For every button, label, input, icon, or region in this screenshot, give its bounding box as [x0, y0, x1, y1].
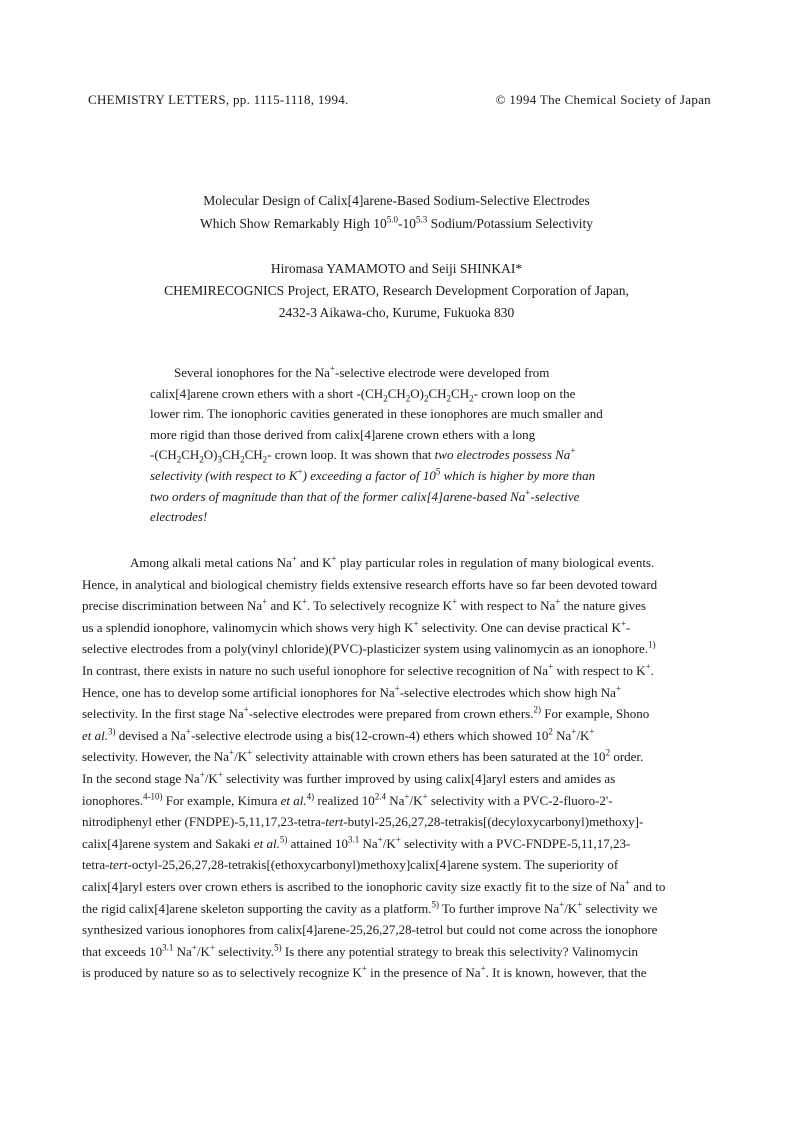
body-line: ionophores.$^{4-10)}$ For example, Kimura et al.$^{4)}$ realized $10^{2.4}$ Na+/K+ selectivity with a PVC-2-fluoro-2'- — [82, 791, 613, 808]
body-line: selectivity. However, the Na+/K+ selectivity attainable with crown ethers has been saturated at the $10^2$ order. — [82, 748, 644, 765]
title-line-1: Molecular Design of Calix[4]arene-Based Sodium-Selective Electrodes — [203, 193, 590, 208]
abstract-line: two orders of magnitude than that of the former calix[4]arene-based Na+-selective — [150, 487, 580, 504]
abstract-line: lower rim. The ionophoric cavities generated in these ionophores are much smaller and — [150, 406, 603, 422]
body-line: Hence, in analytical and biological chemistry fields extensive research efforts have so far been devoted toward — [82, 576, 658, 592]
body-line: selective electrodes from a poly(vinyl chloride)(PVC)-plasticizer system using valinomycin as an ionophore.$^{1)}$ — [82, 640, 656, 657]
abstract-line: more rigid than those derived from calix[4]arene crown ethers with a long — [150, 426, 536, 442]
abstract-line: $-(CH_2CH_2O)_3CH_2CH_2-$ crown loop. It was shown that two electrodes possess Na+ — [150, 446, 576, 465]
abstract — [150, 363, 630, 528]
journal-citation: CHEMISTRY LETTERS, pp. 1115-1118, 1994. — [88, 92, 349, 107]
body-line: synthesized various ionophores from calix[4]arene-25,26,27,28-tetrol but could not come across the ionophore — [82, 922, 658, 938]
affiliation-line-1: CHEMIRECOGNICS Project, ERATO, Research Development Corporation of Japan, — [164, 283, 629, 298]
abstract-line: electrodes! — [150, 509, 208, 525]
abstract-line: calix[4]arene crown ethers with a short $-(CH_2CH_2O)_2CH_2CH_2-$ crown loop on the — [150, 385, 576, 404]
body-text — [82, 552, 710, 984]
body-line: is produced by nature so as to selectively recognize K+ in the presence of Na+. It is known, however, that the — [82, 963, 647, 981]
body-line: Hence, one has to develop some artificial ionophores for Na+-selective electrodes which show high Na+ — [82, 683, 622, 700]
body-line: calix[4]arene system and Sakaki et al.$^{5)}$ attained $10^{3.1}$ Na+/K+ selectivity with a PVC-FNDPE-5,11,17,23- — [82, 834, 631, 851]
body-line: calix[4]aryl esters over crown ethers is ascribed to the ionophoric cavity size exactly fit to the size of Na+ and to — [82, 877, 666, 894]
body-line: selectivity. In the first stage Na+-selective electrodes were prepared from crown ethers.$^{2)}$ For example, Shono — [82, 704, 650, 722]
body-line: In contrast, there exists in nature no such useful ionophore for selective recognition of Na+ with respect to K+. — [82, 661, 654, 678]
body-line: nitrodiphenyl ether (FNDPE)-5,11,17,23-tetra-tert-butyl-25,26,27,28-tetrakis[(decyloxycarbonyl)methoxy]- — [82, 814, 644, 830]
title-line-2: Which Show Remarkably High $10^{5.0}-10^{5.3}$ Sodium/Potassium Selectivity — [200, 214, 593, 231]
body-line: Among alkali metal cations Na+ and K+ play particular roles in regulation of many biological events. — [130, 553, 655, 570]
copyright-notice: © 1994 The Chemical Society of Japan — [495, 92, 711, 107]
body-line: us a splendid ionophore, valinomycin which shows very high K+ selectivity. One can devise practical K+- — [82, 618, 631, 635]
body-line: In the second stage Na+/K+ selectivity was further improved by using calix[4]aryl esters and amides as — [82, 769, 616, 786]
affiliation-line-2: 2432-3 Aikawa-cho, Kurume, Fukuoka 830 — [278, 305, 515, 320]
abstract-line: Several ionophores for the Na+-selective electrode were developed from — [174, 363, 550, 380]
abstract-line: selectivity (with respect to K+) exceeding a factor of $10^5$ which is higher by more than — [150, 466, 596, 483]
body-line: et al.$^{3)}$ devised a Na+-selective electrode using a bis(12-crown-4) ethers which showed $10^2$ Na+/K+ — [82, 726, 595, 743]
body-line: that exceeds $10^{3.1}$ Na+/K+ selectivity.$^{5)}$ Is there any potential strategy to break this selectivity? Valinomycin — [82, 942, 639, 959]
body-line: precise discrimination between Na+ and K+. To selectively recognize K+ with respect to Na+ the nature gives — [82, 596, 646, 614]
authors: Hiromasa YAMAMOTO and Seiji SHINKAI* — [270, 261, 523, 276]
body-line: tetra-tert-octyl-25,26,27,28-tetrakis[(ethoxycarbonyl)methoxy]calix[4]arene system. The superiority of — [82, 857, 619, 873]
body-line: the rigid calix[4]arene skeleton supporting the cavity as a platform.$^{5)}$ To further improve Na+/K+ selectivity we — [82, 899, 658, 916]
